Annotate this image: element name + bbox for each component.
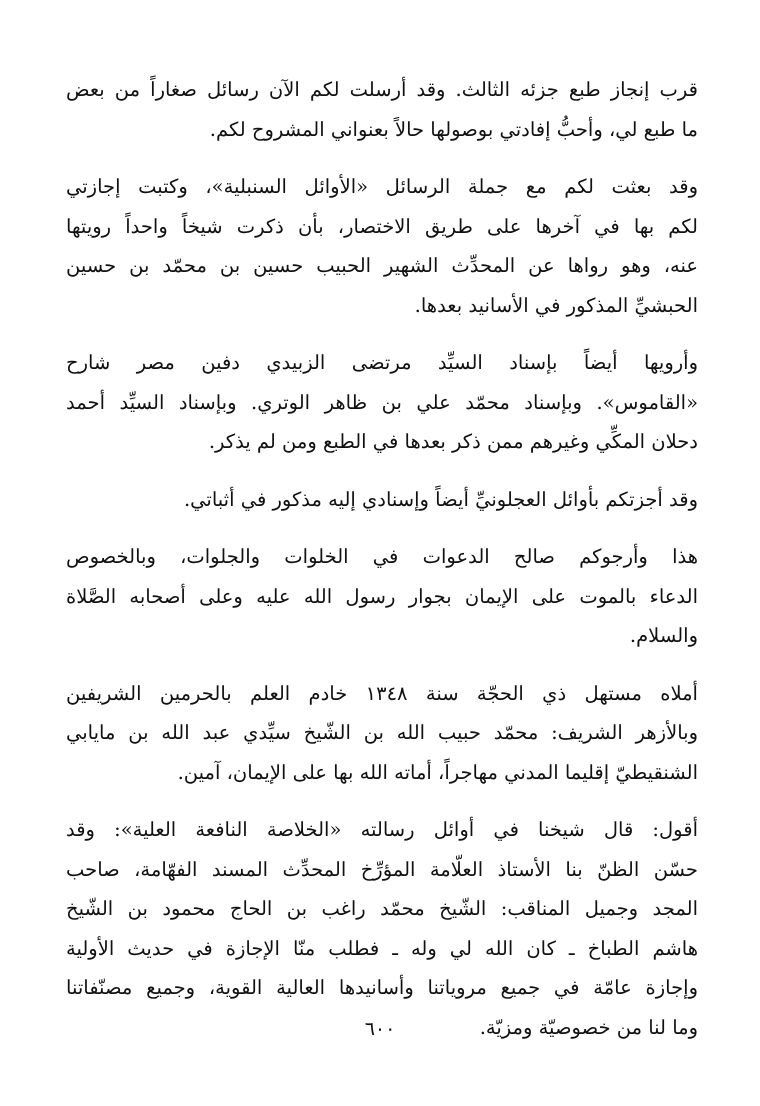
paragraph-4 (66, 480, 698, 520)
text-line: وما لنا من خصوصيّة ومزيّة. (479, 1015, 698, 1039)
paragraph-7 (66, 810, 698, 1047)
text-line: أقول: قال شيخنا في أوائل رسالته «الخلاصة النافعة العلية»: وقد (66, 818, 698, 841)
paragraph-1 (66, 70, 698, 149)
text-line: والسلام. (629, 624, 698, 647)
text-line: وإجازة عامّة في جميع مروياتنا وأسانيدها العالية القوية، وجميع مصنّفاتنا (66, 976, 698, 999)
text-line: «القاموس». وبإسناد محمّد علي بن ظاهر الوتري. وبإسناد السيِّد أحمد (66, 390, 698, 414)
text-line: أملاه مستهل ذي الحجّة سنة ١٣٤٨ خادم العلم بالحرمين الشريفين (66, 681, 698, 705)
text-line: هذا وأرجوكم صالح الدعوات في الخلوات والجلوات، وبالخصوص (66, 545, 698, 568)
text-line: ما طبع لي، وأحبُّ إفادتي بوصولها حالاً بعنواني المشروح لكم. (209, 117, 698, 141)
paragraph-3 (66, 343, 698, 462)
text-line: حسّن الظنّ بنا الأستاذ العلّامة المؤرِّخ المحدِّث المسند الفهّامة، صاحب (66, 857, 698, 881)
text-line: قرب إنجاز طبع جزئه الثالث. وقد أرسلت لكم الآن رسائل صغاراً من بعض (66, 78, 698, 101)
page-number: ٦٠٠ (364, 1018, 396, 1040)
paragraph-2 (66, 167, 698, 325)
text-line: الحبشيِّ المذكور في الأسانيد بعدها. (414, 293, 698, 317)
paragraph-6 (66, 674, 698, 793)
page-body (66, 70, 698, 1065)
text-line: وقد أجزتكم بأوائل العجلونيِّ أيضاً وإسنادي إليه مذكور في أثباتي. (183, 487, 698, 511)
text-line: الدعاء بالموت على الإيمان بجوار رسول الله عليه وعلى أصحابه الصَّلاة (66, 584, 698, 608)
text-line: وقد بعثت لكم مع جملة الرسائل «الأوائل السنبلية»، وكتبت إجازتي (66, 175, 698, 198)
text-line: هاشم الطباخ ـ كان الله لي وله ـ فطلب منّا الإجازة في حديث الأولية (66, 936, 698, 960)
text-line: وأرويها أيضاً بإسناد السيِّد مرتضى الزبيدي دفين مصر شارح (66, 351, 698, 374)
text-line: المجد وجميل المناقب: الشّيخ محمّد راغب بن الحاج محمود بن الشّيخ (66, 897, 698, 920)
text-line: دحلان المكِّي وغيرهم ممن ذكر بعدها في الطبع ومن لم يذكر. (208, 430, 698, 453)
paragraph-5 (66, 537, 698, 656)
text-line: لكم بها في آخرها على طريق الاختصار، بأن ذكرت شيخاً واحداً رويتها (66, 214, 698, 238)
text-line: الشنقيطيّ إقليما المدني مهاجراً، أماته الله بها على الإيمان، آمين. (177, 760, 698, 784)
text-line: عنه، وهو رواها عن المحدِّث الشهير الحبيب حسين بن محمّد بن حسين (66, 254, 698, 277)
text-line: وبالأزهر الشريف: محمّد حبيب الله بن الشّيخ سيِّدي عبد الله بن مايابي (66, 721, 698, 744)
